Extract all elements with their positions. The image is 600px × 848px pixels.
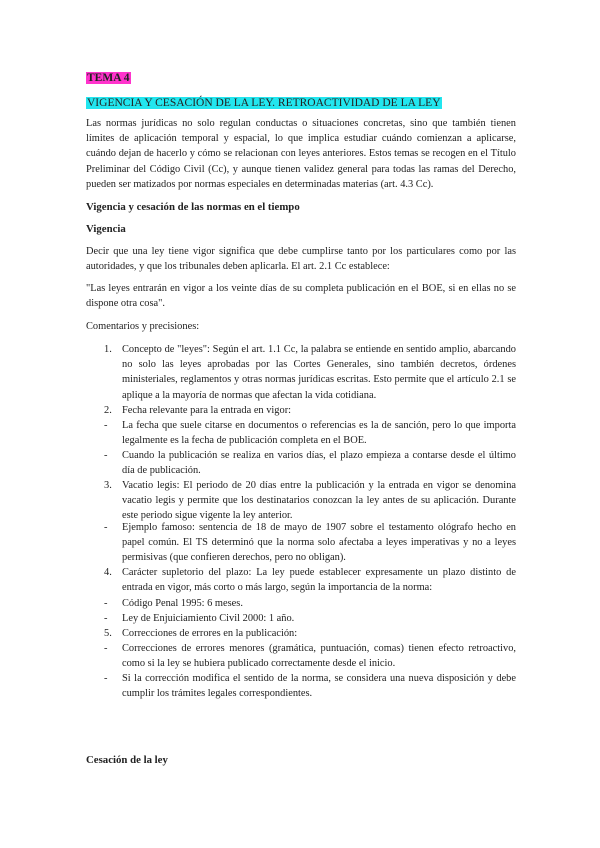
list-marker: -: [104, 420, 108, 431]
list-text: La fecha que suele citarse en documentos o referencias es la de sanción, pero lo que importa legalmente es la fecha de publicación completa en el BOE.: [122, 420, 516, 447]
intro-paragraph: Las normas jurídicas no solo regulan conductas o situaciones concretas, sino que también tienen límites de aplicación temporal y espacial, lo que implica estudiar cuándo comienzan a aplicarse, cuándo dejan de hacerlo y cómo se relacionan con leyes anteriores. Estos temas se recogen en el Título Preliminar del Código Civil (Cc), y aunque tienen validez general para todas las ramas del Derecho, pueden ser matizados por normas especiales en determinadas materias (art. 4.3 Cc).: [86, 118, 516, 190]
list-marker: 3.: [104, 480, 112, 491]
list-text: Carácter supletorio del plazo: La ley puede establecer expresamente un plazo distinto de entrada en vigor, más corto o más largo, según la importancia de la norma:: [122, 567, 516, 594]
list-marker: -: [104, 673, 108, 684]
list-text: Código Penal 1995: 6 meses.: [122, 598, 243, 609]
list-marker: -: [104, 598, 108, 609]
comments-label: Comentarios y precisiones:: [86, 321, 200, 332]
tema-title: [86, 71, 131, 85]
list-text: Ley de Enjuiciamiento Civil 2000: 1 año.: [122, 613, 295, 624]
vigencia-heading: Vigencia: [86, 223, 126, 235]
section-heading: Vigencia y cesación de las normas en el tiempo: [86, 201, 300, 213]
cesacion-heading: Cesación de la ley: [86, 754, 168, 766]
list-marker: 4.: [104, 567, 112, 578]
list-marker: -: [104, 450, 108, 461]
list-marker: 1.: [104, 344, 112, 355]
list-text: Correcciones de errores menores (gramática, puntuación, comas) tienen efecto retroactivo, como si la ley se hubiera publicado correctamente desde el inicio.: [122, 643, 516, 670]
list-text: Ejemplo famoso: sentencia de 18 de mayo de 1907 sobre el testamento ológrafo hecho en papel común. El TS determinó que la norma solo afectaba a leyes imperativas y no a leyes permisivas (que confieren derechos, pero no obligan).: [122, 522, 516, 564]
list-text: Correcciones de errores en la publicación:: [122, 628, 298, 639]
list-marker: -: [104, 613, 108, 624]
list-marker: -: [104, 522, 108, 533]
list-text: Fecha relevante para la entrada en vigor:: [122, 405, 292, 416]
list-text: Cuando la publicación se realiza en varios días, el plazo empieza a contarse desde el último día de publicación.: [122, 450, 516, 477]
tema-highlight: TEMA 4: [87, 72, 130, 84]
list-marker: 2.: [104, 405, 112, 416]
quote-paragraph: "Las leyes entrarán en vigor a los veinte días de su completa publicación en el BOE, si en ellas no se dispone otra cosa".: [86, 283, 516, 310]
vigencia-paragraph: Decir que una ley tiene vigor significa que debe cumplirse tanto por los particulares como por las autoridades, y que los tribunales deben aplicarla. El art. 2.1 Cc establece:: [86, 246, 516, 273]
list-text: Vacatio legis: El periodo de 20 días entre la publicación y la entrada en vigor se denomina vacatio legis y permite que los destinatarios conozcan la ley antes de su aplicación. Durante este periodo sigue vigente la ley anterior.: [122, 480, 516, 522]
topic-title: [86, 96, 442, 110]
list-marker: 5.: [104, 628, 112, 639]
list-text: Si la corrección modifica el sentido de la norma, se considera una nueva disposición y debe cumplir los trámites legales correspondientes.: [122, 673, 516, 700]
topic-highlight: VIGENCIA Y CESACIÓN DE LA LEY. RETROACTIVIDAD DE LA LEY: [87, 97, 441, 109]
list-marker: -: [104, 643, 108, 654]
list-text: Concepto de "leyes": Según el art. 1.1 Cc, la palabra se entiende en sentido amplio, abarcando no solo las leyes aprobadas por las Cortes Generales, sino también decretos, órdenes ministeriales, reglamentos y otras normas jurídicas escritas. Esto permite que el artículo 2.1 se aplique a la mayoría de normas que afectan la vida cotidiana.: [122, 344, 516, 401]
